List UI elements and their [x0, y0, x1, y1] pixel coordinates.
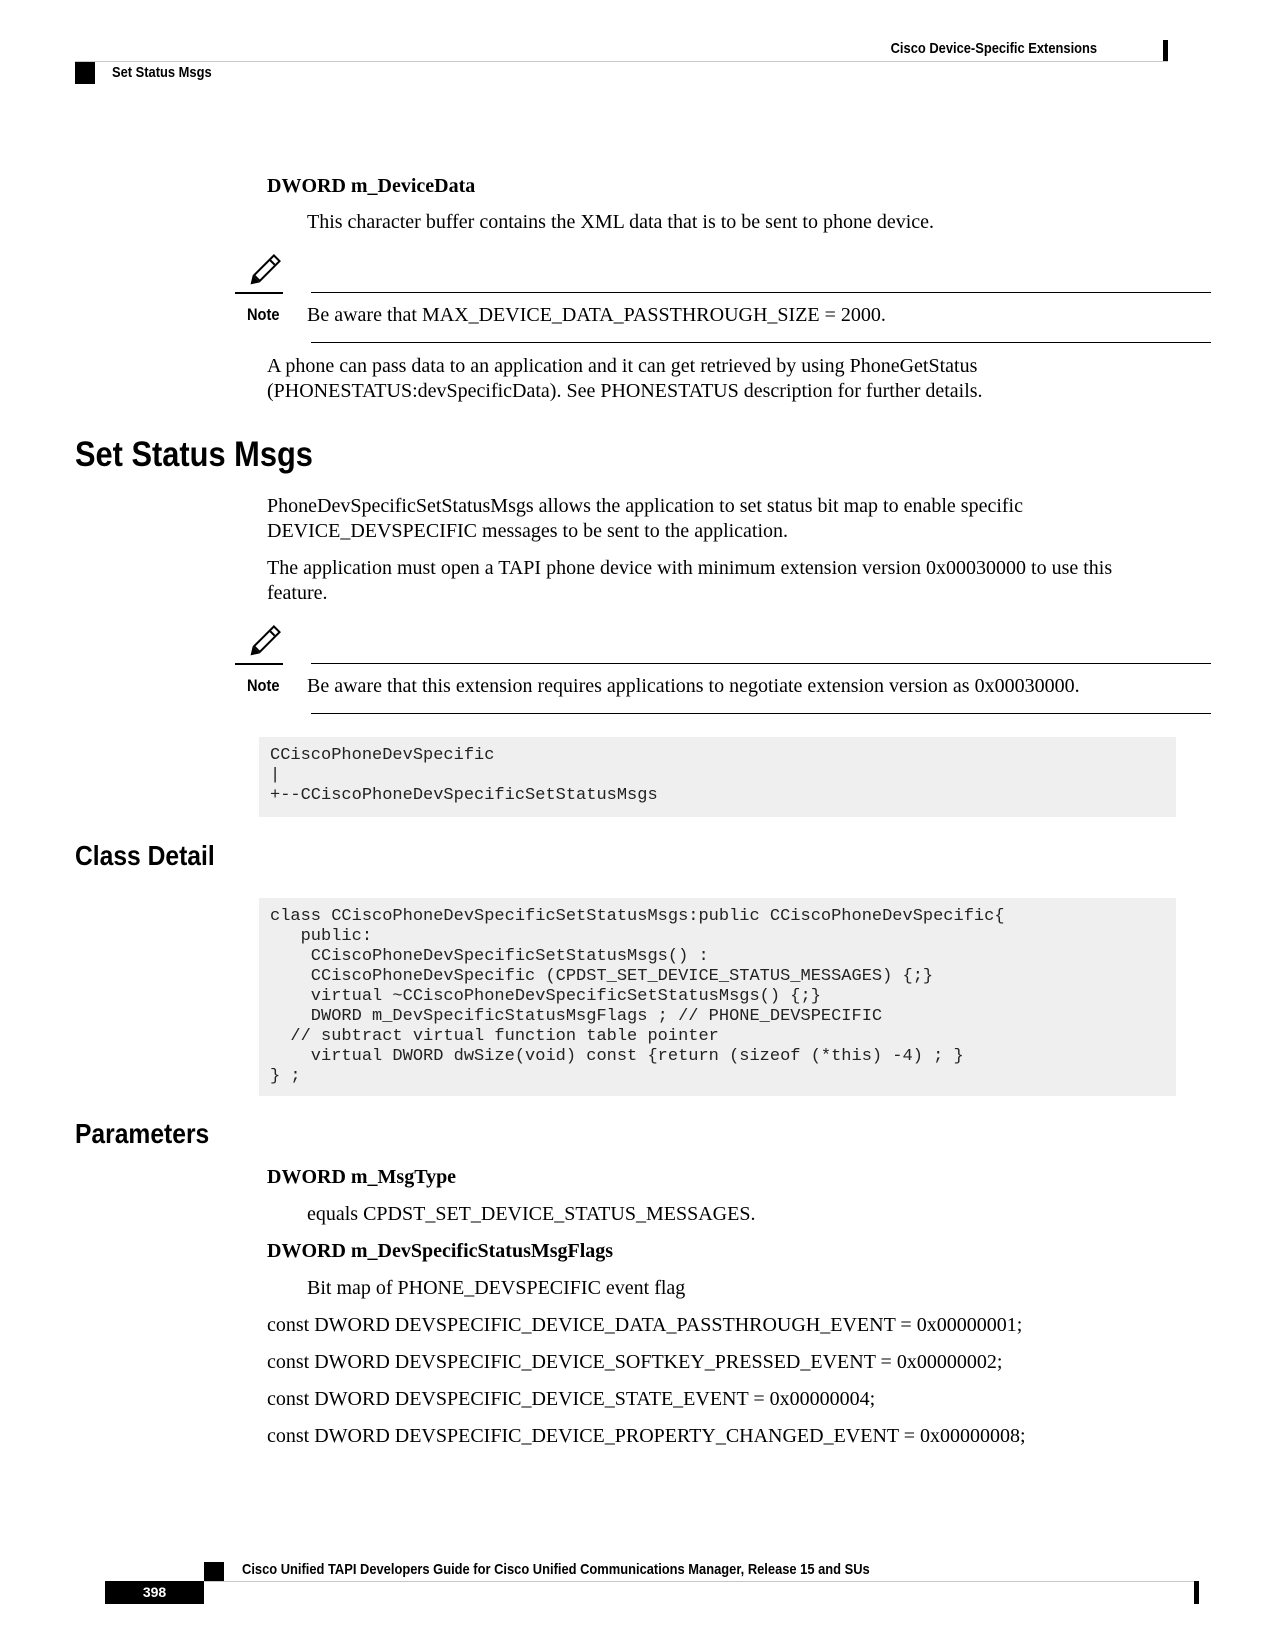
- note-top-rule: [311, 663, 1211, 664]
- class-detail-heading: Class Detail: [75, 840, 215, 871]
- set-status-paragraph1-line1: PhoneDevSpecificSetStatusMsgs allows the application to set status bit map to enable specific: [267, 495, 1023, 517]
- footer-block-left: [204, 1562, 224, 1581]
- status-msg-flags-description: Bit map of PHONE_DEVSPECIFIC event flag: [307, 1277, 686, 1299]
- device-data-paragraph-line2: (PHONESTATUS:devSpecificData). See PHONESTATUS description for further details.: [267, 380, 983, 402]
- term-status-msg-flags: DWORD m_DevSpecificStatusMsgFlags: [267, 1240, 614, 1262]
- term-msg-type: DWORD m_MsgType: [267, 1166, 457, 1188]
- device-data-paragraph-line1: A phone can pass data to an application and it can get retrieved by using PhoneGetStatus: [267, 355, 978, 377]
- constant-line: const DWORD DEVSPECIFIC_DEVICE_PROPERTY_CHANGED_EVENT = 0x00000008;: [267, 1425, 1026, 1447]
- note-icon-rule: [235, 292, 283, 294]
- running-header-chapter: Cisco Device-Specific Extensions: [890, 40, 1097, 57]
- note-label: Note: [247, 305, 280, 324]
- note-bottom-rule: [311, 342, 1211, 343]
- class-hierarchy-code: CCiscoPhoneDevSpecific | +--CCiscoPhoneDevSpecificSetStatusMsgs: [270, 746, 658, 805]
- note-icon-rule: [235, 663, 283, 665]
- constant-line: const DWORD DEVSPECIFIC_DEVICE_DATA_PASSTHROUGH_EVENT = 0x00000001;: [267, 1314, 1023, 1336]
- class-hierarchy-code-block: [259, 737, 1176, 817]
- device-data-description: This character buffer contains the XML data that is to be sent to phone device.: [307, 211, 935, 233]
- note-top-rule: [311, 292, 1211, 293]
- set-status-paragraph2-line2: feature.: [267, 582, 328, 604]
- header-block-left: [75, 62, 95, 84]
- term-device-data: DWORD m_DeviceData: [267, 175, 476, 197]
- page-number: 398: [105, 1581, 204, 1604]
- class-detail-code: class CCiscoPhoneDevSpecificSetStatusMsgs:public CCiscoPhoneDevSpecific{ public: CCiscoPhoneDevSpecificSetStatusMsgs() : CCiscoPhoneDevSpecific (CPDST_SET_DEVICE_STATUS_MESSAGES) {;} virtual ~CCiscoPhoneDevSpecificSetStatusMsgs() {;} DWORD m_DevSpecificStatusMsgFlags ; // PHONE_DEVSPECIFIC // subtract virtual function table pointer virtual DWORD dwSize(void) const {return (sizeof (*this) -4) ; } } ;: [270, 907, 1005, 1086]
- note-pencil-icon: [243, 250, 285, 297]
- constant-line: const DWORD DEVSPECIFIC_DEVICE_STATE_EVENT = 0x00000004;: [267, 1388, 876, 1410]
- note-pencil-icon: [243, 621, 285, 668]
- running-header-section: Set Status Msgs: [112, 64, 212, 81]
- note-bottom-rule: [311, 713, 1211, 714]
- set-status-paragraph1-line2: DEVICE_DEVSPECIFIC messages to be sent to the application.: [267, 520, 789, 542]
- msg-type-description: equals CPDST_SET_DEVICE_STATUS_MESSAGES.: [307, 1203, 756, 1225]
- constant-line: const DWORD DEVSPECIFIC_DEVICE_SOFTKEY_PRESSED_EVENT = 0x00000002;: [267, 1351, 1003, 1373]
- footer-bar-right: [1194, 1581, 1199, 1604]
- footer-rule: [204, 1581, 1199, 1582]
- header-bar-right: [1163, 40, 1168, 61]
- class-detail-code-block: [259, 898, 1176, 1096]
- note-text: Be aware that this extension requires applications to negotiate extension version as 0x00030000.: [307, 675, 1080, 697]
- header-rule: [75, 61, 1168, 62]
- parameters-heading: Parameters: [75, 1118, 210, 1149]
- section-heading: Set Status Msgs: [75, 435, 313, 474]
- set-status-paragraph2-line1: The application must open a TAPI phone device with minimum extension version 0x00030000 to use this: [267, 557, 1113, 579]
- note-text: Be aware that MAX_DEVICE_DATA_PASSTHROUGH_SIZE = 2000.: [307, 304, 886, 326]
- note-label: Note: [247, 676, 280, 695]
- footer-book-title: Cisco Unified TAPI Developers Guide for Cisco Unified Communications Manager, Release 15 and SUs: [242, 1561, 870, 1578]
